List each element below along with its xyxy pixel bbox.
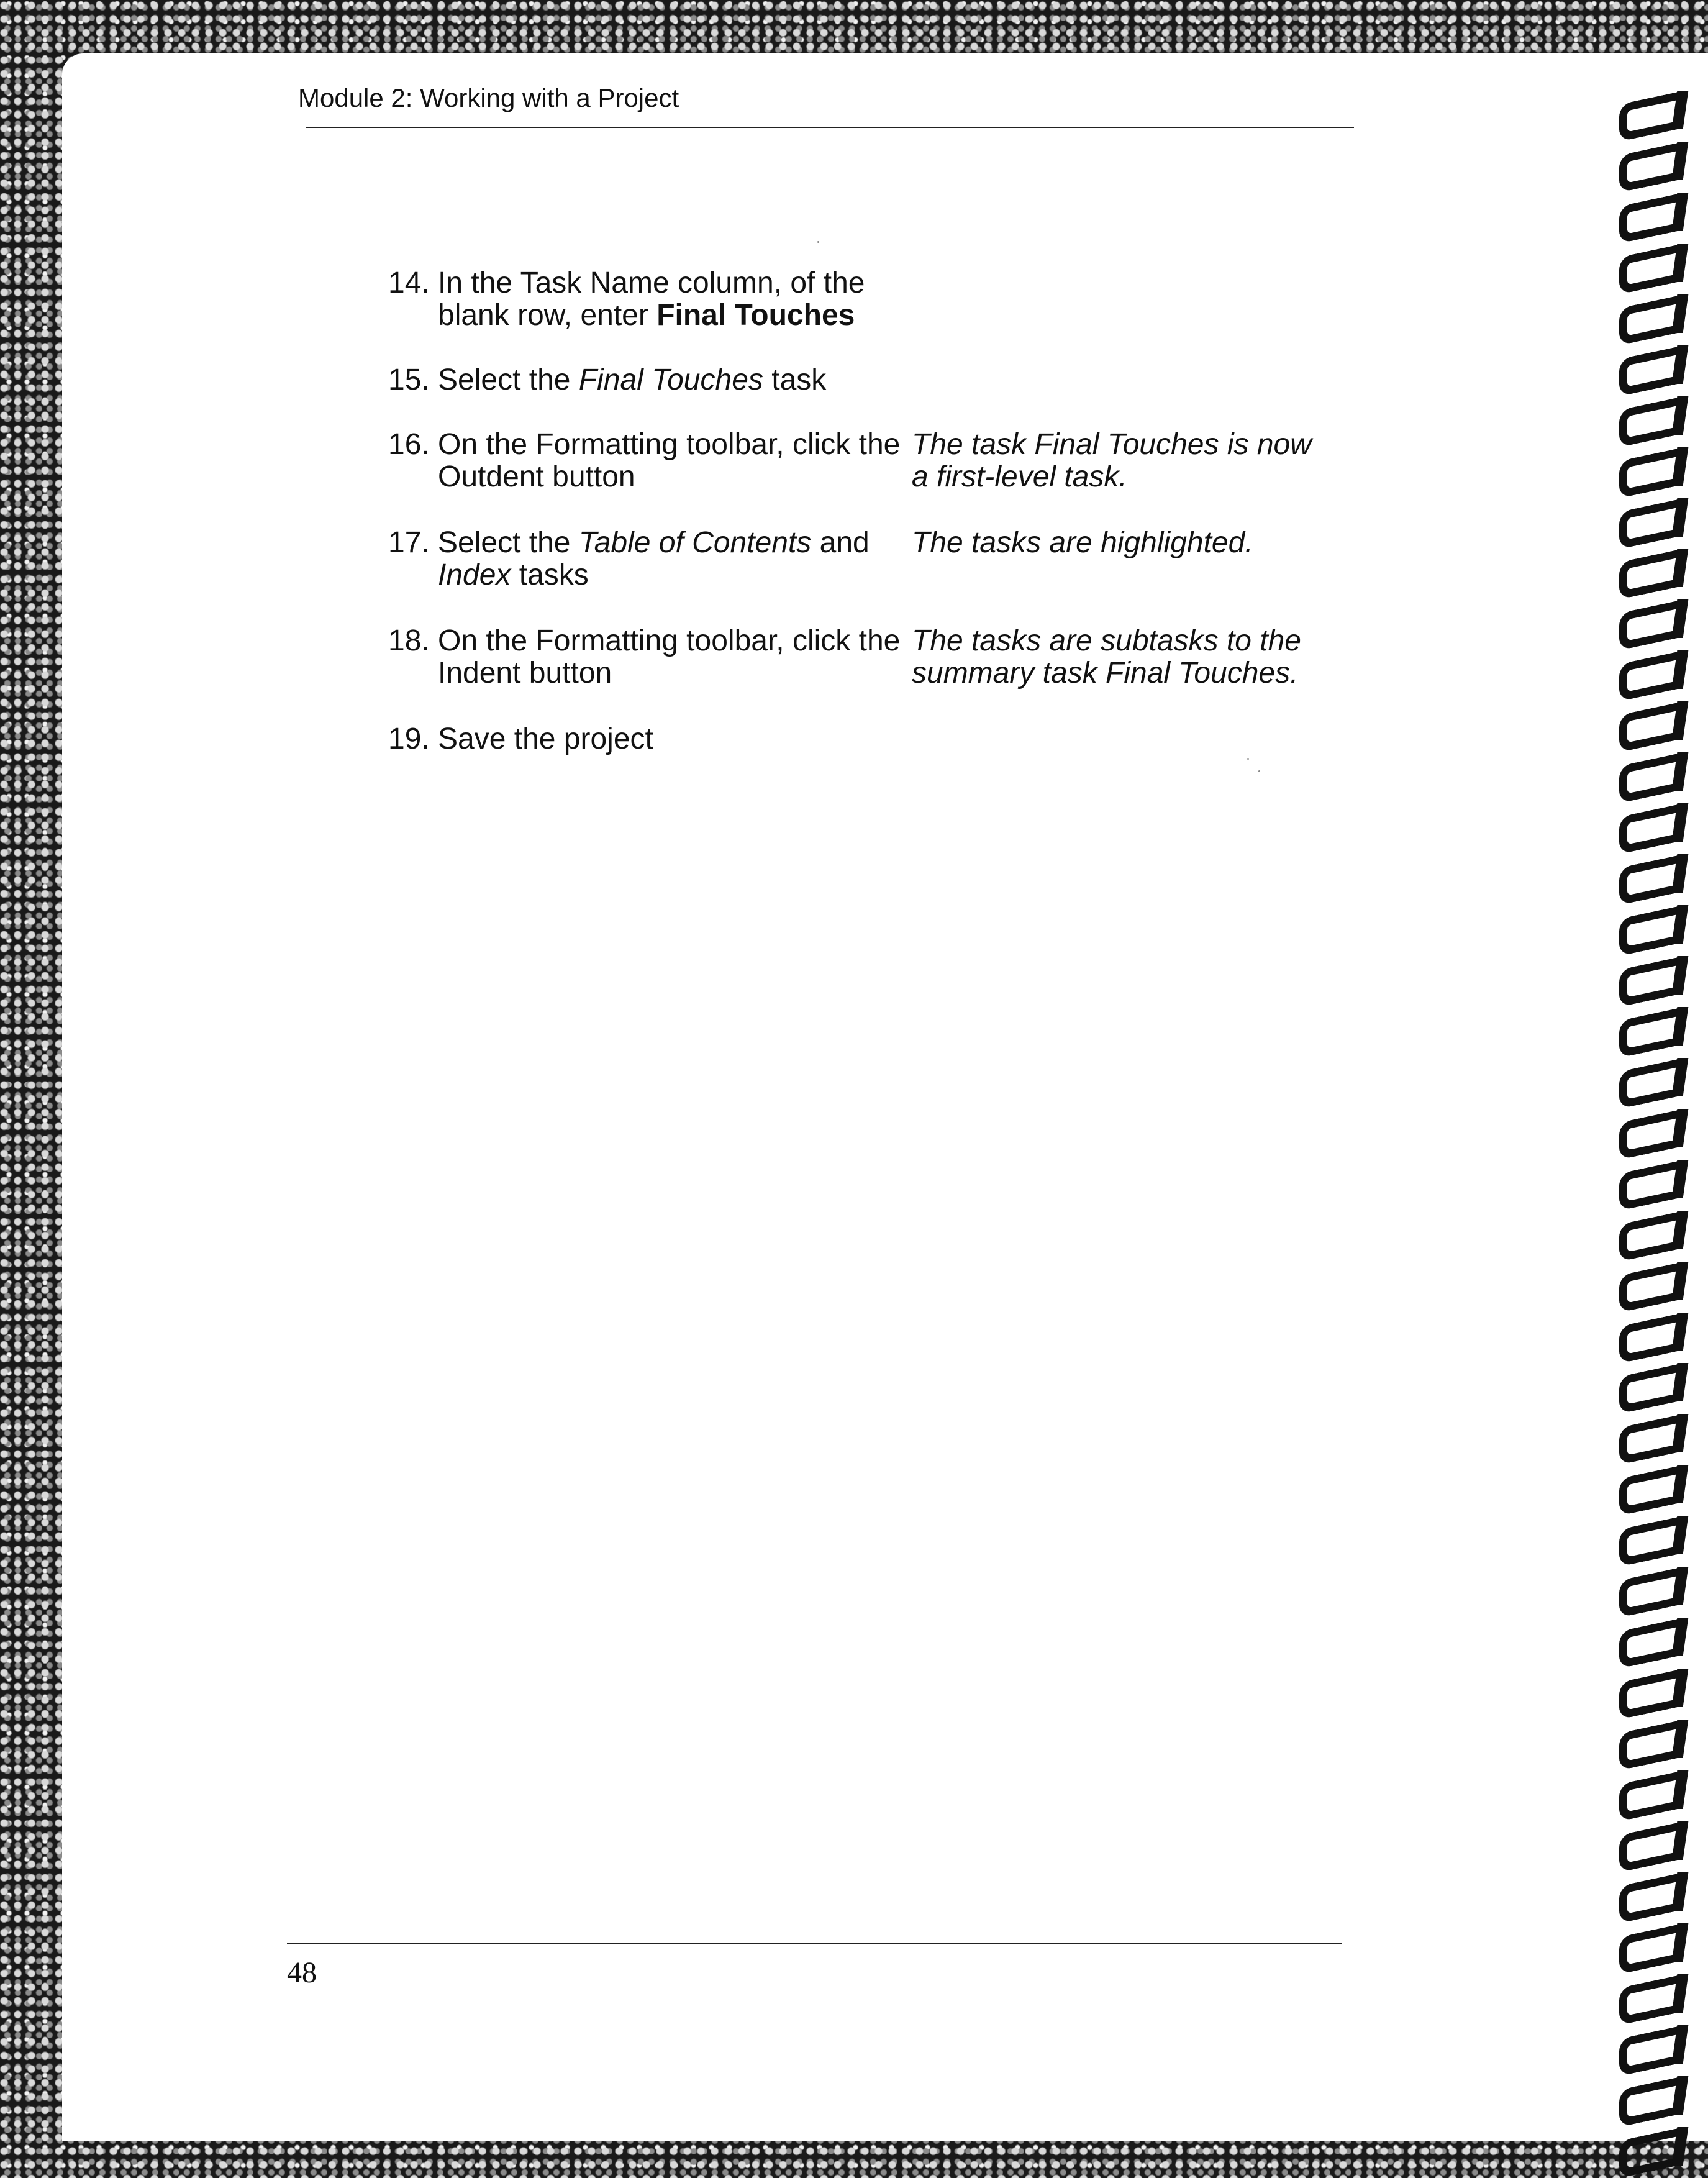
header-rule [306, 127, 1354, 128]
binding-coil [1606, 854, 1689, 893]
step-instruction [438, 429, 910, 493]
binding-coil [1606, 905, 1689, 944]
binding-coil [1606, 1770, 1689, 1809]
binding-coil [1606, 1821, 1689, 1860]
binding-coil [1606, 650, 1689, 689]
binding-coil [1606, 396, 1689, 435]
binding-coil [1606, 1109, 1689, 1147]
scan-speck [1258, 770, 1260, 772]
result-line: The tasks are subtasks to the [912, 624, 1301, 657]
binding-coil [1606, 345, 1689, 384]
binding-coil [1606, 549, 1689, 587]
binding-coil [1606, 1363, 1689, 1401]
binding-coil [1606, 1313, 1689, 1351]
binding-coil [1606, 1567, 1689, 1605]
step-line: Save the project [438, 722, 653, 755]
binding-coil [1606, 1923, 1689, 1962]
spiral-binding [1606, 91, 1708, 2166]
step-instruction [438, 267, 910, 332]
step-number: 14. [388, 267, 430, 299]
step-instruction [438, 625, 910, 690]
step-text: Select the [438, 526, 579, 559]
binding-coil [1606, 1007, 1689, 1046]
footer-rule [287, 1943, 1342, 1944]
binding-coil [1606, 91, 1689, 129]
step-line: In the Task Name column, of the [438, 267, 865, 299]
step-line: On the Formatting toolbar, click the [438, 624, 901, 657]
step-emphasis: Final Touches [656, 299, 855, 332]
step-line: Indent button [438, 657, 612, 690]
binding-coil [1606, 1211, 1689, 1249]
scan-speck [1247, 758, 1249, 760]
binding-coil [1606, 1465, 1689, 1503]
binding-coil [1606, 1872, 1689, 1911]
step-line: Outdent button [438, 460, 635, 493]
binding-coil [1606, 1414, 1689, 1452]
step-text: Select the [438, 363, 579, 396]
binding-coil [1606, 142, 1689, 180]
binding-coil [1606, 1058, 1689, 1096]
binding-coil [1606, 244, 1689, 282]
binding-coil [1606, 1618, 1689, 1656]
binding-coil [1606, 1974, 1689, 2013]
step-line: On the Formatting toolbar, click the [438, 428, 901, 461]
binding-coil [1606, 2127, 1689, 2166]
step-instruction [438, 527, 910, 591]
binding-coil [1606, 1720, 1689, 1758]
page-number: 48 [287, 1956, 317, 1989]
binding-coil [1606, 2076, 1689, 2115]
binding-coil [1606, 1516, 1689, 1554]
step-text: and [811, 526, 870, 559]
step-number: 19. [388, 722, 430, 755]
result-line: The tasks are highlighted. [912, 526, 1253, 559]
binding-coil [1606, 2025, 1689, 2064]
binding-coil [1606, 1160, 1689, 1198]
step-text: task [763, 363, 827, 396]
binding-coil [1606, 599, 1689, 638]
module-title: Module 2: Working with a Project [298, 83, 679, 112]
step-text: blank row, enter [438, 299, 657, 332]
step-emphasis: Index [438, 558, 511, 591]
step-instruction [438, 723, 910, 755]
step-number: 15. [388, 363, 430, 396]
step-emphasis: Table of Contents [578, 526, 812, 559]
binding-coil [1606, 701, 1689, 740]
step-instruction [438, 364, 910, 396]
binding-coil [1606, 294, 1689, 333]
binding-coil [1606, 752, 1689, 791]
step-17-result [912, 527, 1409, 559]
scan-speck [817, 241, 819, 243]
binding-coil [1606, 498, 1689, 537]
step-18-result [912, 625, 1409, 690]
step-number: 17. [388, 526, 430, 559]
binding-coil [1606, 956, 1689, 995]
step-text: tasks [511, 558, 589, 591]
step-16-result [912, 429, 1409, 493]
step-number: 18. [388, 624, 430, 657]
binding-coil [1606, 447, 1689, 486]
step-emphasis: Final Touches [578, 363, 763, 396]
step-number: 16. [388, 428, 430, 461]
result-line: a first-level task. [912, 460, 1127, 493]
binding-coil [1606, 1262, 1689, 1300]
binding-coil [1606, 193, 1689, 231]
result-line: summary task Final Touches. [912, 657, 1299, 690]
binding-coil [1606, 1669, 1689, 1707]
result-line: The task Final Touches is now [912, 428, 1312, 461]
binding-coil [1606, 803, 1689, 842]
